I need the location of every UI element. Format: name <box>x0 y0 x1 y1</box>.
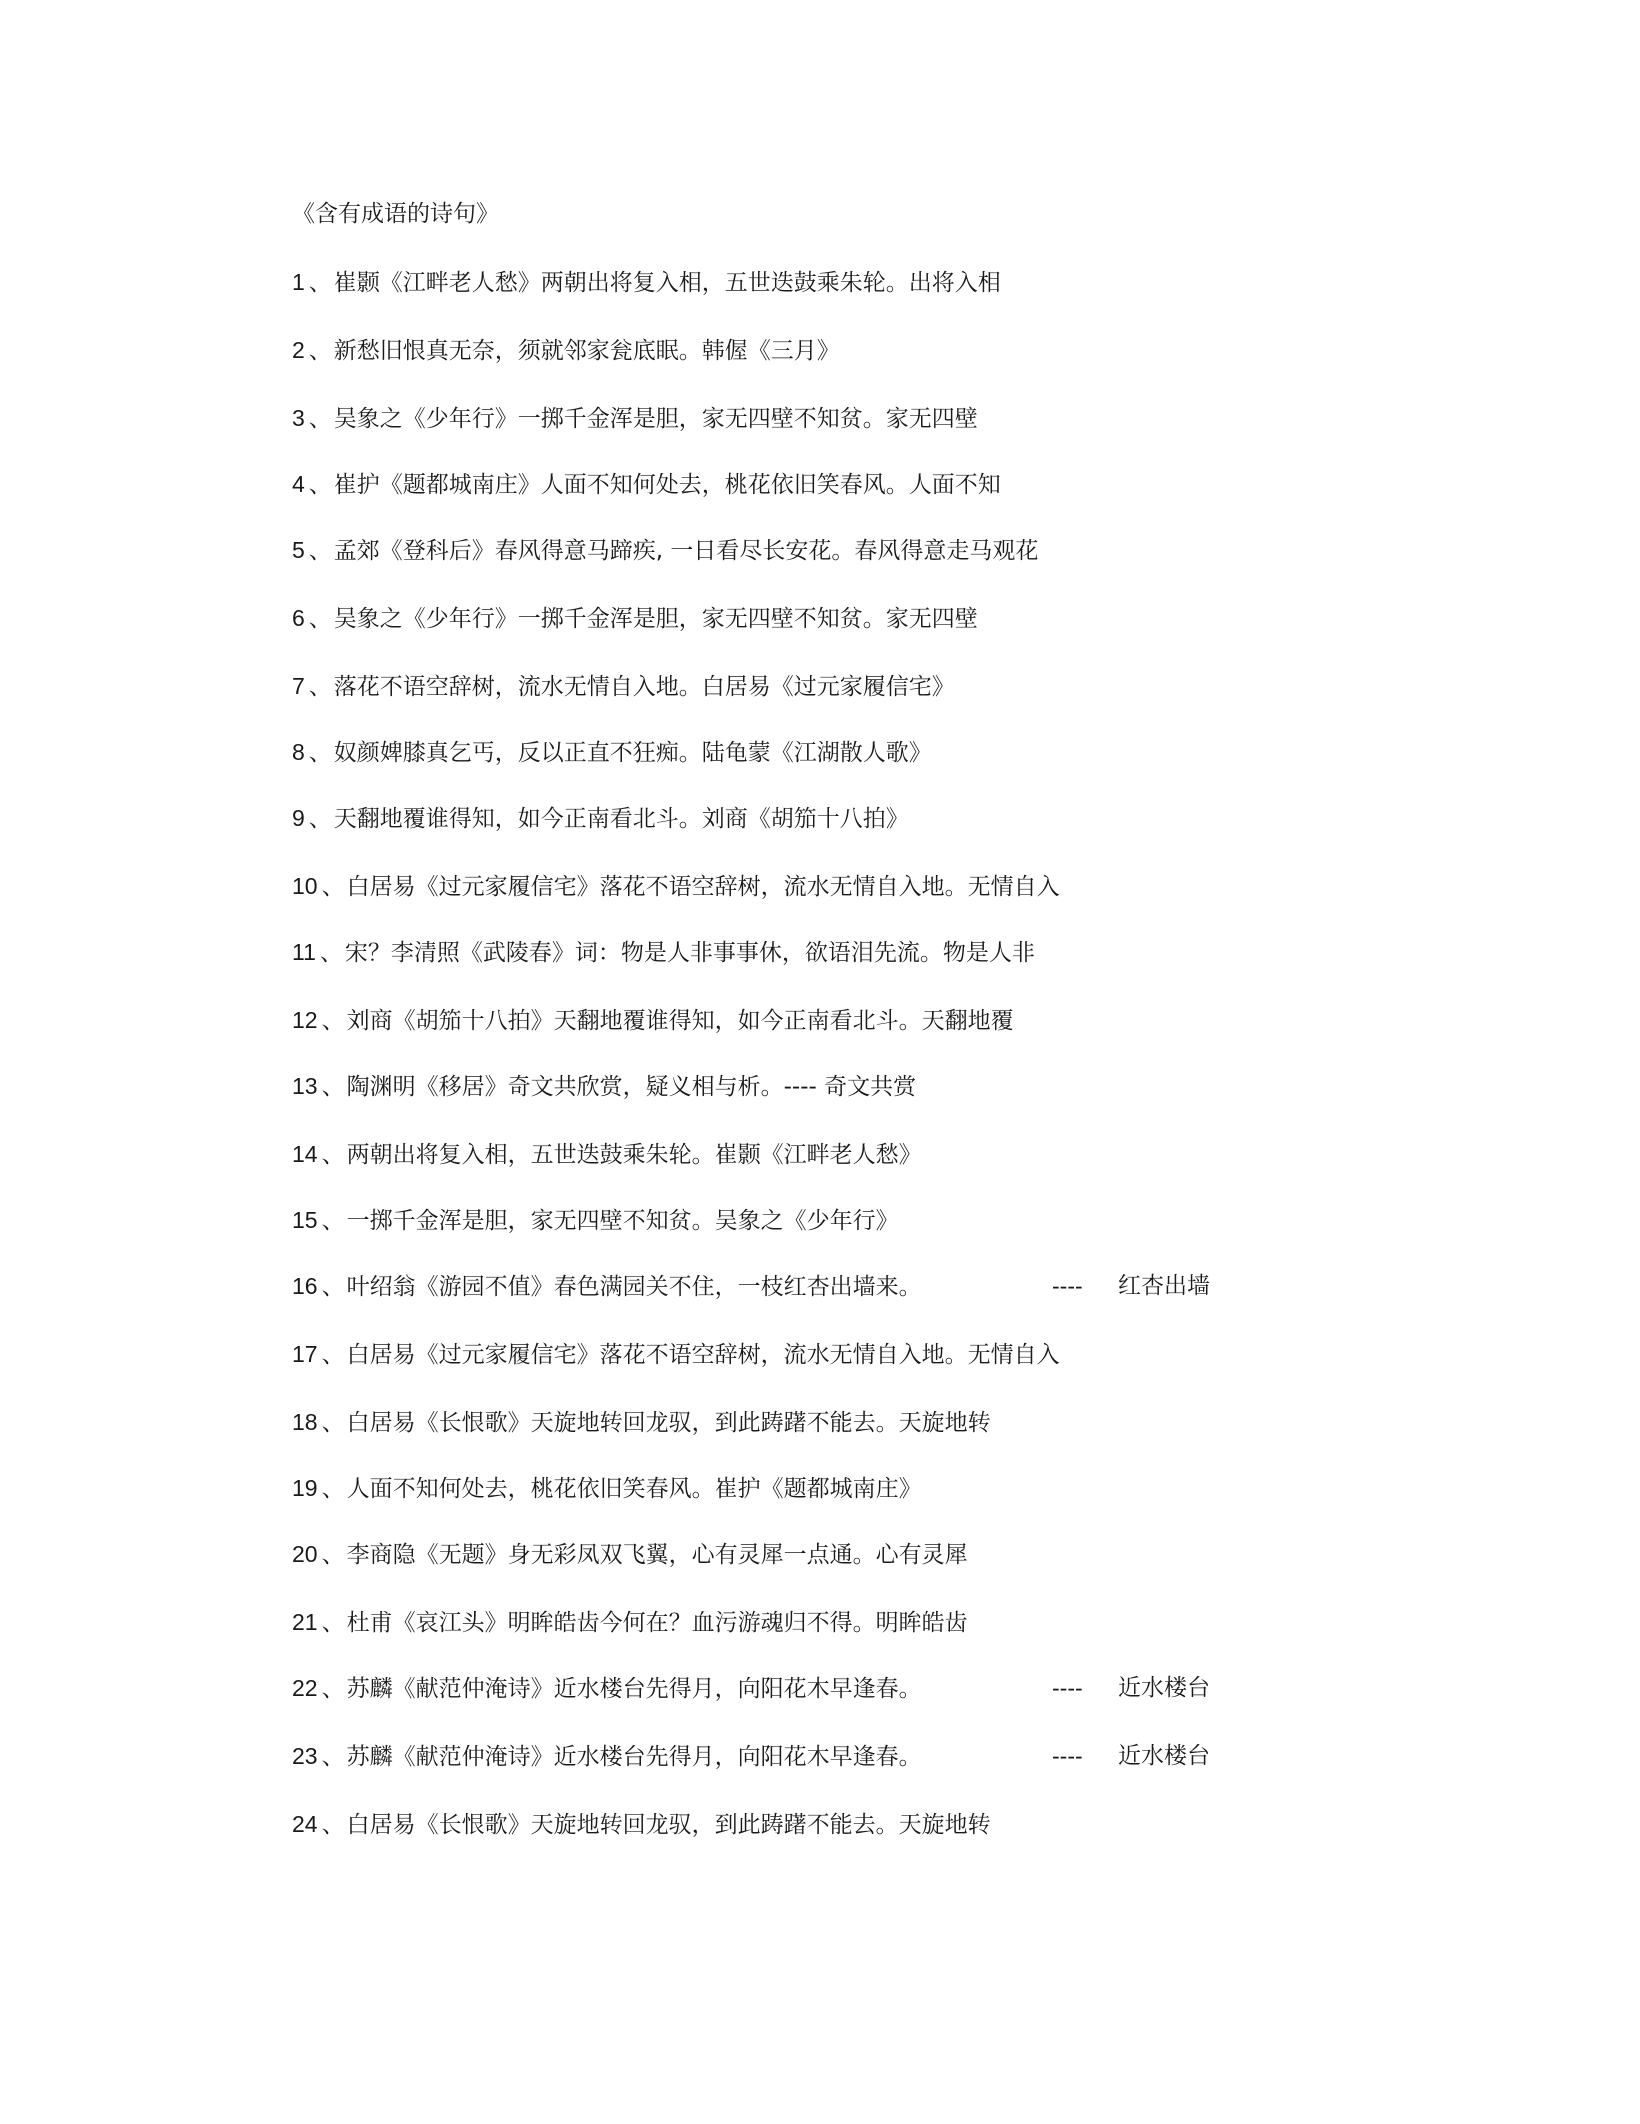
item-number: 14 <box>292 1141 318 1167</box>
item-separator: 、 <box>308 270 332 296</box>
list-item <box>292 868 1060 905</box>
list-item <box>292 1806 991 1843</box>
document-title: 《含有成语的诗句》 <box>292 201 499 227</box>
item-text: 崔颢《江畔老人愁》两朝出将复入相，五世迭鼓乘朱轮。出将入相 <box>333 270 1001 296</box>
item-text: 苏麟《献范仲淹诗》近水楼台先得月，向阳花木早逢春。 <box>346 1744 922 1770</box>
list-item <box>292 734 932 771</box>
item-text: 孟郊《登科后》春风得意马蹄疾, 一日看尽长安花。春风得意走马观花 <box>333 538 1039 564</box>
list-item <box>292 1470 922 1507</box>
item-number: 17 <box>292 1341 318 1367</box>
list-item <box>292 1268 1210 1305</box>
item-separator: 、 <box>308 740 332 766</box>
item-text: 奴颜婢膝真乞丐，反以正直不狂痴。陆龟蒙《江湖散人歌》 <box>333 740 932 766</box>
item-number: 4 <box>292 471 305 497</box>
item-number: 24 <box>292 1811 318 1837</box>
item-text: 人面不知何处去，桃花依旧笑春风。崔护《题都城南庄》 <box>346 1476 922 1502</box>
list-item <box>292 1136 922 1173</box>
item-dash: ---- <box>1052 1743 1083 1769</box>
item-separator: 、 <box>321 1676 345 1702</box>
item-number: 21 <box>292 1609 318 1635</box>
item-number: 12 <box>292 1007 318 1033</box>
item-separator: 、 <box>308 606 332 632</box>
item-idiom: 近水楼台 <box>1118 1743 1210 1769</box>
list-item <box>292 800 909 837</box>
list-item <box>292 934 1035 971</box>
item-separator: 、 <box>321 1542 345 1568</box>
item-text: 杜甫《哀江头》明眸皓齿今何在？血污游魂归不得。明眸皓齿 <box>346 1610 968 1636</box>
item-separator: 、 <box>321 1744 345 1770</box>
item-text: 崔护《题都城南庄》人面不知何处去，桃花依旧笑春风。人面不知 <box>333 472 1001 498</box>
item-separator: 、 <box>321 1008 345 1034</box>
item-text: 落花不语空辞树，流水无情自入地。白居易《过元家履信宅》 <box>333 674 955 700</box>
item-text: 吴象之《少年行》一掷千金浑是胆，家无四壁不知贫。家无四壁 <box>333 606 978 632</box>
item-separator: 、 <box>321 874 345 900</box>
item-number: 20 <box>292 1541 318 1567</box>
item-separator: 、 <box>321 1274 345 1300</box>
item-text: 白居易《长恨歌》天旋地转回龙驭，到此踌躇不能去。天旋地转 <box>346 1812 991 1838</box>
item-text: 白居易《过元家履信宅》落花不语空辞树，流水无情自入地。无情自入 <box>346 1342 1060 1368</box>
item-text: 两朝出将复入相，五世迭鼓乘朱轮。崔颢《江畔老人愁》 <box>346 1142 922 1168</box>
item-number: 15 <box>292 1207 318 1233</box>
item-number: 6 <box>292 605 305 631</box>
item-separator: 、 <box>321 1074 345 1100</box>
list-item <box>292 1002 1014 1039</box>
item-idiom: 红杏出墙 <box>1118 1273 1210 1299</box>
item-separator: 、 <box>321 1610 345 1636</box>
item-separator: 、 <box>308 406 332 432</box>
item-separator: 、 <box>308 538 332 564</box>
item-number: 23 <box>292 1743 318 1769</box>
item-text: 宋？李清照《武陵春》词：物是人非事事休，欲语泪先流。物是人非 <box>344 940 1035 966</box>
item-separator: 、 <box>321 1208 345 1234</box>
list-item <box>292 1670 1210 1707</box>
list-item <box>292 1202 899 1239</box>
item-separator: 、 <box>308 338 332 364</box>
item-text: 李商隐《无题》身无彩凤双飞翼，心有灵犀一点通。心有灵犀 <box>346 1542 968 1568</box>
item-number: 9 <box>292 805 305 831</box>
item-text: 白居易《长恨歌》天旋地转回龙驭，到此踌躇不能去。天旋地转 <box>346 1410 991 1436</box>
item-number: 10 <box>292 873 318 899</box>
list-item <box>292 1404 991 1441</box>
item-text: 陶渊明《移居》奇文共欣赏，疑义相与析。---- 奇文共赏 <box>346 1074 917 1100</box>
item-number: 2 <box>292 337 305 363</box>
list-item <box>292 1536 968 1573</box>
item-number: 18 <box>292 1409 318 1435</box>
item-text: 叶绍翁《游园不值》春色满园关不住，一枝红杏出墙来。 <box>346 1274 922 1300</box>
list-item <box>292 466 1001 503</box>
item-separator: 、 <box>321 1410 345 1436</box>
list-item <box>292 1604 968 1641</box>
item-number: 8 <box>292 739 305 765</box>
list-item <box>292 400 978 437</box>
item-text: 天翻地覆谁得知，如今正南看北斗。刘商《胡笳十八拍》 <box>333 806 909 832</box>
item-number: 19 <box>292 1475 318 1501</box>
list-item <box>292 1738 1210 1775</box>
item-separator: 、 <box>321 1342 345 1368</box>
item-number: 5 <box>292 537 305 563</box>
list-item <box>292 668 955 705</box>
item-number: 7 <box>292 673 305 699</box>
item-number: 1 <box>292 269 305 295</box>
list-item <box>292 1336 1060 1373</box>
item-dash: ---- <box>1052 1273 1083 1299</box>
list-item <box>292 1068 916 1105</box>
item-text: 白居易《过元家履信宅》落花不语空辞树，流水无情自入地。无情自入 <box>346 874 1060 900</box>
item-number: 22 <box>292 1675 318 1701</box>
item-separator: 、 <box>308 806 332 832</box>
item-number: 3 <box>292 405 305 431</box>
item-text: 一掷千金浑是胆，家无四壁不知贫。吴象之《少年行》 <box>346 1208 899 1234</box>
item-idiom: 近水楼台 <box>1118 1675 1210 1701</box>
item-separator: 、 <box>321 1812 345 1838</box>
item-text: 刘商《胡笳十八拍》天翻地覆谁得知，如今正南看北斗。天翻地覆 <box>346 1008 1014 1034</box>
item-number: 13 <box>292 1073 318 1099</box>
item-separator: 、 <box>321 1476 345 1502</box>
list-item <box>292 264 1001 301</box>
item-text: 吴象之《少年行》一掷千金浑是胆，家无四壁不知贫。家无四壁 <box>333 406 978 432</box>
item-separator: 、 <box>319 940 343 966</box>
list-item <box>292 332 840 369</box>
item-number: 11 <box>292 939 316 965</box>
item-text: 苏麟《献范仲淹诗》近水楼台先得月，向阳花木早逢春。 <box>346 1676 922 1702</box>
list-item <box>292 600 978 637</box>
item-dash: ---- <box>1052 1675 1083 1701</box>
item-text: 新愁旧恨真无奈，须就邻家瓮底眠。韩偓《三月》 <box>333 338 840 364</box>
item-number: 16 <box>292 1273 318 1299</box>
item-separator: 、 <box>321 1142 345 1168</box>
item-separator: 、 <box>308 472 332 498</box>
item-separator: 、 <box>308 674 332 700</box>
list-item <box>292 532 1038 569</box>
